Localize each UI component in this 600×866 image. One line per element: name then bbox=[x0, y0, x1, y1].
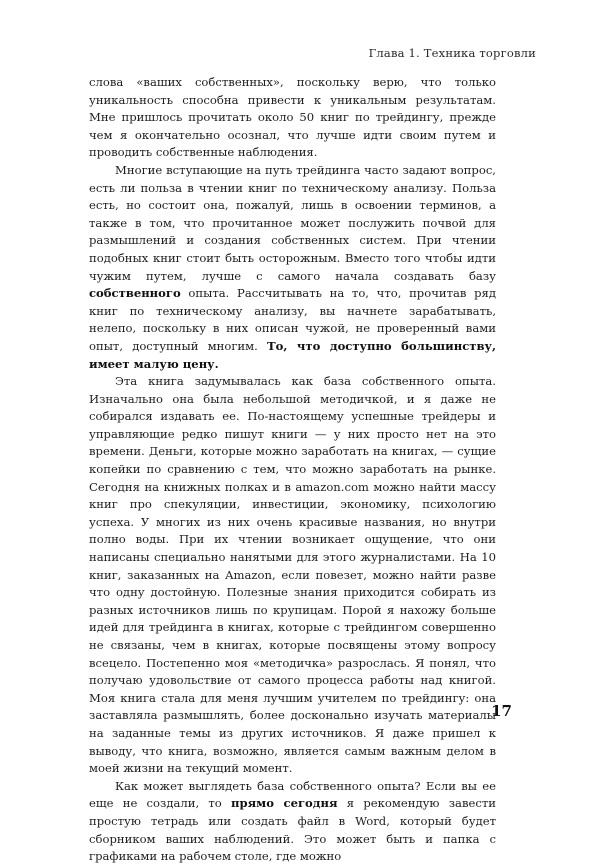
paragraph-2-bold-word: собственного bbox=[89, 286, 181, 301]
paragraph-2 bbox=[89, 162, 496, 373]
body-text bbox=[89, 74, 496, 866]
running-head: Глава 1. Техника торговли bbox=[368, 46, 536, 60]
paragraph-4-bold-phrase: прямо сегодня bbox=[230, 796, 338, 811]
paragraph-2-text-c: опыта. Рассчитывать на то, что, прочитав ряд книг по техническому анализу, вы начнете зарабатывать, нелепо, поскольку в них описан чужой, не проверенный вами опыт, доступный многим. bbox=[89, 286, 496, 353]
page-number: 17 bbox=[491, 702, 512, 720]
paragraph-2-bold-sentence: То, что доступно большинству, имеет малую цену. bbox=[89, 338, 496, 371]
paragraph-4 bbox=[89, 778, 496, 866]
paragraph-3: Эта книга задумывалась как база собственного опыта. Изначально она была небольшой методичкой, и я даже не собирался издавать ее. По-настоящему успешные трейдеры и управляющие редко пишут книги — у них просто нет на это времени. Деньги, которые можно заработать на книгах, — сущие копейки по сравнению с тем, что можно заработать на рынке. Сегодня на книжных полках и в amazon.com можно найти массу книг про спекуляции, инвестиции, экономику, психологию успеха. У многих из них очень красивые названия, но внутри полно воды. При их чтении возникает ощущение, что они написаны специально нанятыми для этого журналистами. На 10 книг, заказанных на Amazon, если повезет, можно найти разве что одну достойную. Полезные знания приходится собирать из разных источников лишь по крупицам. Порой я нахожу больше идей для трейдинга в книгах, которые с трейдингом совершенно не связаны, чем в книгах, которые посвящены этому вопросу всецело. Постепенно моя «методичка» разрослась. Я понял, что получаю удовольствие от самого процесса работы над книгой. Моя книга стала для меня лучшим учителем по трейдингу: она заставляла размышлять, более досконально изучать материалы на заданные темы из других источников. Я даже пришел к выводу, что книга, возможно, является самым важным делом в моей жизни на текущий момент. bbox=[89, 374, 496, 776]
paragraph-4-text-a: Как может выглядеть база собственного опыта? Если вы ее еще не создали, то bbox=[89, 778, 496, 811]
paragraph-4-text-c: я рекомендую завести простую тетрадь или создать файл в Word, который будет сборником ваших наблюдений. Это может быть и папка с графиками на рабочем столе, где можно bbox=[89, 796, 496, 864]
paragraph-1: слова «ваших собственных», поскольку верю, что только уникальность способна привести к уникальным результатам. Мне пришлось прочитать около 50 книг по трейдингу, прежде чем я окончательно осознал, что лучше идти своим путем и проводить собственные наблюдения. bbox=[89, 75, 496, 160]
paragraph-2-text-a: Многие вступающие на путь трейдинга часто задают вопрос, есть ли польза в чтении книг по техническому анализу. Польза есть, но состоит она, пожалуй, лишь в освоении терминов, а также в том, что прочитанное может послужить почвой для размышлений и создания собственных систем. При чтении подобных книг стоит быть осторожным. Вместо того чтобы идти чужим путем, лучше с самого начала создавать базу bbox=[89, 162, 496, 283]
